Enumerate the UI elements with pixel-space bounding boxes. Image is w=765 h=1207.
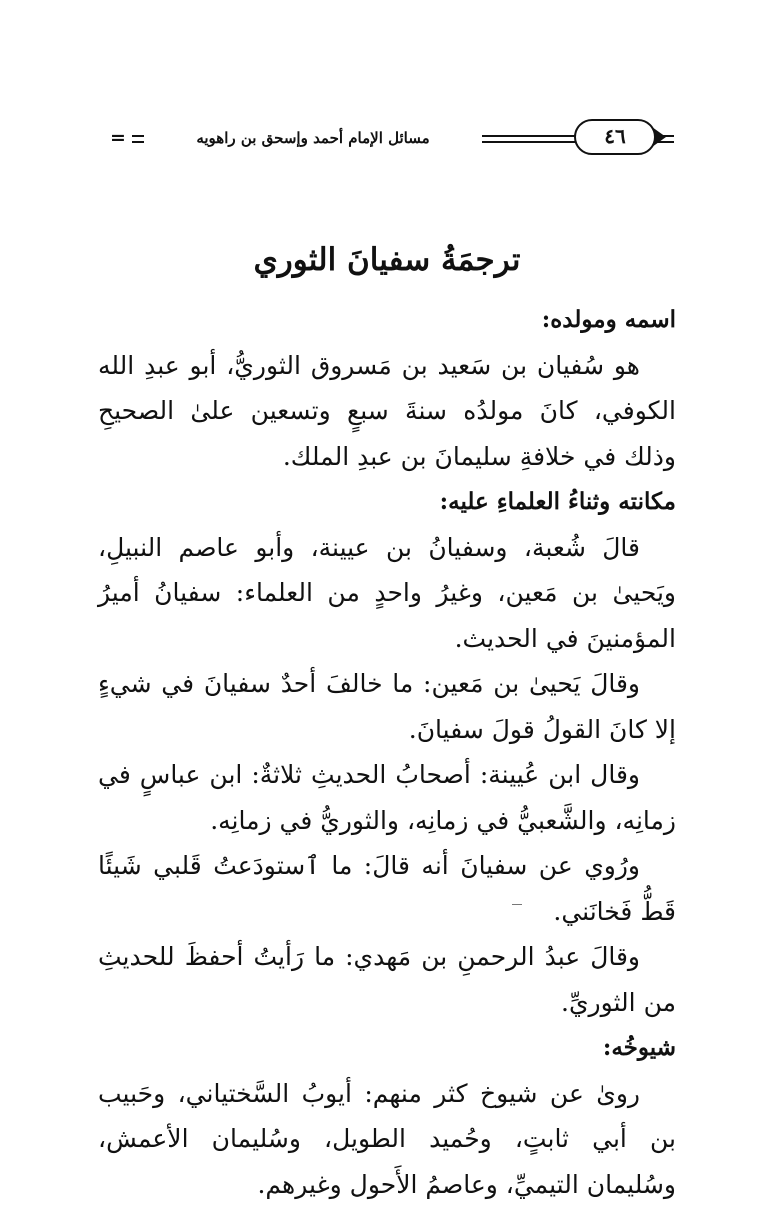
page-number: ٤٦ bbox=[574, 119, 656, 155]
section-heading-status: مكانته وثناءُ العلماءِ عليه: bbox=[98, 479, 676, 525]
paragraph-status-5: وقالَ عبدُ الرحمنِ بن مَهدي: ما رَأيتُ أحفظَ للحديثِ من الثوريِّ. bbox=[98, 934, 676, 1025]
paragraph-name-birth: هو سُفيان بن سَعيد بن مَسروق الثوريُّ، أبو عبدِ الله الكوفي، كانَ مولدُه سنةَ سبعٍ وتسعين علىٰ الصحيحِ وذلك في خلافةِ سليمانَ بن عبدِ الملك. bbox=[98, 343, 676, 480]
paragraph-status-1: قالَ شُعبة، وسفيانُ بن عيينة، وأبو عاصم النبيلِ، ويَحيىٰ بن مَعين، وغيرُ واحدٍ من العلماء: سفيانُ أميرُ المؤمنينَ في الحديث. bbox=[98, 525, 676, 662]
section-heading-teachers: شيوخُه: bbox=[98, 1025, 676, 1071]
header-end-mark: = bbox=[104, 127, 132, 149]
paragraph-status-2: وقالَ يَحيىٰ بن مَعين: ما خالفَ أحدٌ سفيانَ في شيءٍ إلا كانَ القولُ قولَ سفيانَ. bbox=[98, 661, 676, 752]
section-heading-name-birth: اسمه ومولده: bbox=[98, 297, 676, 343]
paragraph-status-4: ورُوي عن سفيانَ أنه قالَ: ما ٱستودَعتُ قَلبي شَيئًا قَطُّ فَخانَني. bbox=[98, 843, 676, 934]
print-speck bbox=[512, 904, 522, 905]
chapter-title: ترجمَةُ سفيانَ الثوري bbox=[98, 233, 676, 287]
biography-text bbox=[98, 233, 676, 1207]
running-title: مسائل الإمام أحمد وإسحق بن راهويه bbox=[144, 126, 482, 150]
paragraph-status-3: وقال ابن عُيينة: أصحابُ الحديثِ ثلاثةٌ: ابن عباسٍ في زمانِه، والشَّعبيُّ في زمانِه، والثوريُّ في زمانِه. bbox=[98, 752, 676, 843]
paragraph-teachers: روىٰ عن شيوخ كثر منهم: أيوبُ السَّختياني، وحَبيب بن أبي ثابتٍ، وحُميد الطويل، وسُليمان الأعمش، وسُليمان التيميِّ، وعاصمُ الأَحول وغيرهم. bbox=[98, 1071, 676, 1207]
running-header bbox=[104, 118, 674, 158]
